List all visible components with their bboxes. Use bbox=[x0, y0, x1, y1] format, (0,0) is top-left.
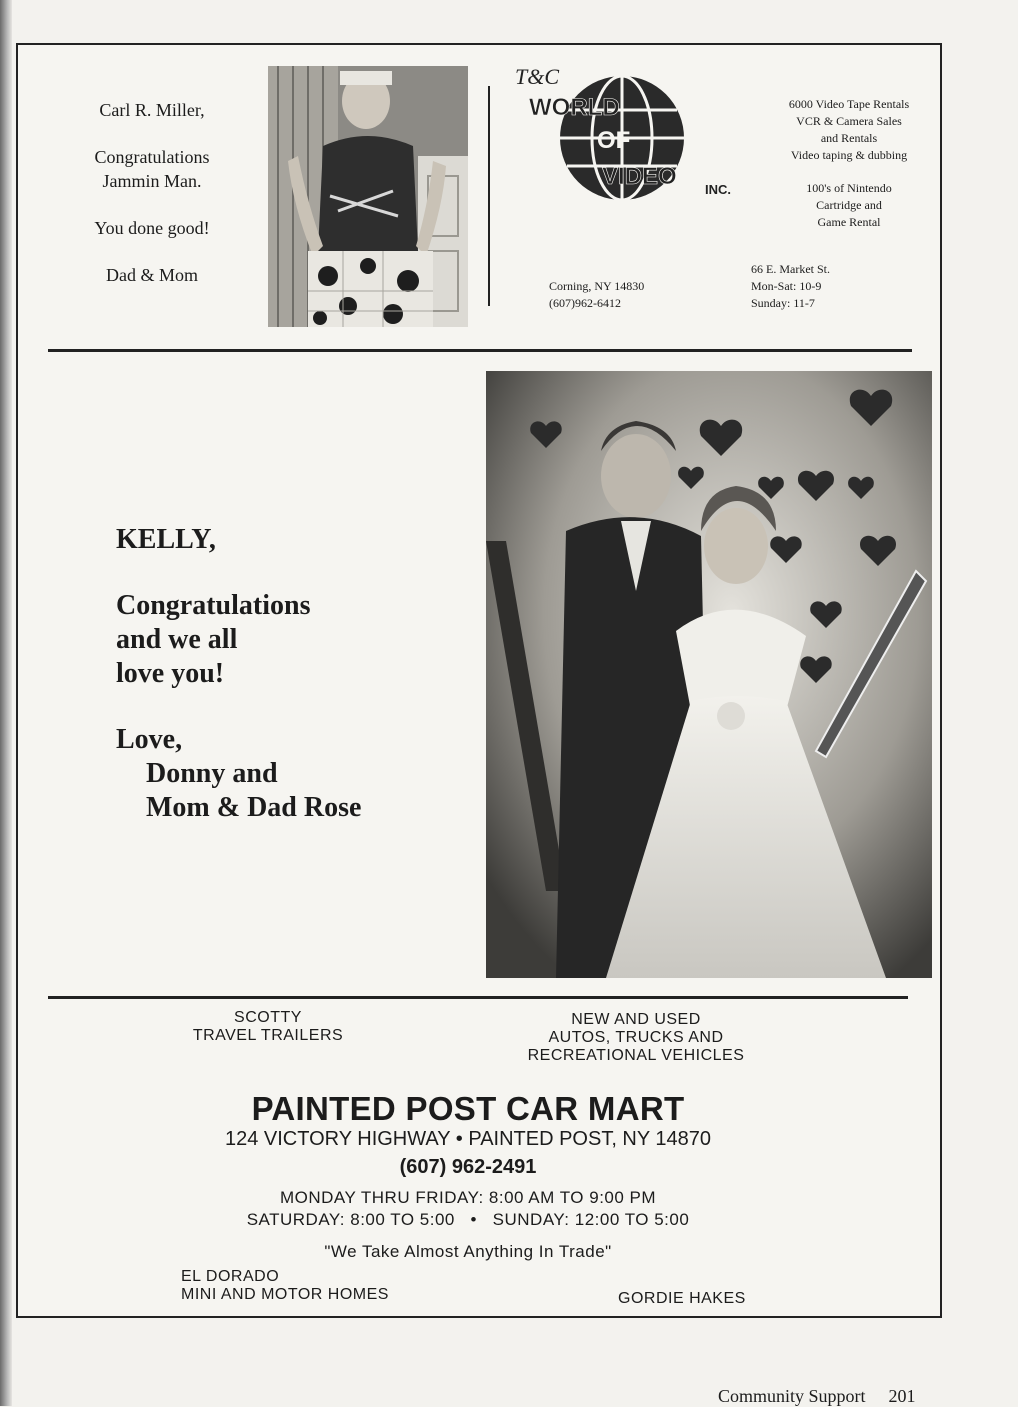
wov-city: Corning, NY 14830 bbox=[549, 279, 645, 293]
kelly-salutation: KELLY, bbox=[116, 524, 216, 555]
carl-miller-ad-text bbox=[52, 98, 252, 310]
young-man-photo-illustration bbox=[268, 66, 468, 327]
nintendo-line: Game Rental bbox=[817, 215, 881, 229]
el-dorado-homes bbox=[181, 1268, 389, 1304]
footer-page-number: 201 bbox=[888, 1386, 916, 1406]
right-tag-line: AUTOS, TRUCKS AND bbox=[548, 1029, 724, 1046]
car-mart-hours-weekday: MONDAY THRU FRIDAY: 8:00 AM TO 9:00 PM bbox=[279, 1188, 657, 1207]
carl-signature: Dad & Mom bbox=[106, 265, 198, 285]
kelly-signer: Mom & Dad Rose bbox=[146, 792, 362, 823]
page-footer bbox=[718, 1386, 916, 1407]
service-line: Video taping & dubbing bbox=[790, 148, 908, 162]
service-line: 6000 Video Tape Rentals bbox=[788, 97, 910, 111]
ad-page-frame bbox=[16, 43, 942, 1318]
logo-word-world: WORLD bbox=[529, 94, 620, 121]
world-of-video-services bbox=[754, 96, 944, 231]
car-mart-slogan: "We Take Almost Anything In Trade" bbox=[324, 1242, 612, 1261]
kelly-closing: Love, bbox=[116, 724, 183, 755]
carl-name: Carl R. Miller, bbox=[99, 100, 205, 120]
left-tag-line: TRAVEL TRAILERS bbox=[192, 1027, 344, 1044]
world-of-video-city-phone bbox=[549, 278, 644, 312]
kelly-message-line: Congratulations bbox=[116, 590, 311, 621]
service-line: and Rentals bbox=[820, 131, 878, 145]
car-mart-title: PAINTED POST CAR MART bbox=[251, 1090, 685, 1127]
carl-congrats bbox=[52, 145, 252, 193]
carl-message: You done good! bbox=[94, 218, 210, 238]
logo-word-of: OF bbox=[597, 127, 631, 154]
new-and-used-vehicles bbox=[496, 1011, 776, 1065]
car-mart-hours-weekend: SATURDAY: 8:00 TO 5:00 • SUNDAY: 12:00 TO 5:00 bbox=[246, 1210, 690, 1229]
carl-congrats-line2: Jammin Man. bbox=[102, 171, 202, 191]
scotty-travel-trailers bbox=[168, 1009, 368, 1045]
kelly-signer: Donny and bbox=[146, 758, 278, 789]
nintendo-line: Cartridge and bbox=[816, 198, 882, 212]
globe-logo-icon bbox=[507, 60, 752, 205]
logo-word-video: VIDEO bbox=[602, 163, 677, 190]
footer-section: Community Support bbox=[718, 1386, 866, 1406]
kelly-message bbox=[116, 589, 446, 691]
bottom-left-line: MINI AND MOTOR HOMES bbox=[181, 1286, 389, 1303]
logo-initials: T&C bbox=[515, 64, 560, 89]
service-line: VCR & Camera Sales bbox=[796, 114, 902, 128]
car-mart-address: 124 VICTORY HIGHWAY • PAINTED POST, NY 14870 bbox=[224, 1128, 712, 1150]
wov-hours-weekday: Mon-Sat: 10-9 bbox=[751, 279, 822, 293]
wov-street: 66 E. Market St. bbox=[751, 262, 830, 276]
carl-miller-photo bbox=[268, 66, 468, 327]
carl-congrats-line1: Congratulations bbox=[94, 147, 210, 167]
kelly-message-line: and we all bbox=[116, 624, 238, 655]
gordie-hakes: GORDIE HAKES bbox=[618, 1290, 746, 1307]
nintendo-line: 100's of Nintendo bbox=[806, 181, 892, 195]
left-tag-line: SCOTTY bbox=[234, 1009, 302, 1026]
prom-couple-photo-illustration bbox=[486, 371, 932, 978]
car-mart-phone: (607) 962-2491 bbox=[399, 1156, 537, 1178]
bottom-left-line: EL DORADO bbox=[181, 1268, 280, 1285]
horizontal-divider-top bbox=[48, 349, 912, 352]
wov-phone: (607)962-6412 bbox=[549, 296, 621, 310]
vertical-divider bbox=[488, 86, 490, 306]
kelly-ad-text bbox=[116, 523, 446, 825]
horizontal-divider-bottom bbox=[48, 996, 908, 999]
world-of-video-address-hours bbox=[751, 261, 830, 312]
book-binding-shadow bbox=[0, 0, 12, 1406]
kelly-message-line: love you! bbox=[116, 658, 225, 689]
wov-hours-sunday: Sunday: 11-7 bbox=[751, 296, 815, 310]
world-of-video-logo bbox=[507, 60, 752, 205]
right-tag-line: RECREATIONAL VEHICLES bbox=[527, 1047, 745, 1064]
kelly-prom-photo bbox=[486, 371, 932, 978]
logo-inc: INC. bbox=[705, 182, 731, 197]
right-tag-line: NEW AND USED bbox=[571, 1011, 701, 1028]
